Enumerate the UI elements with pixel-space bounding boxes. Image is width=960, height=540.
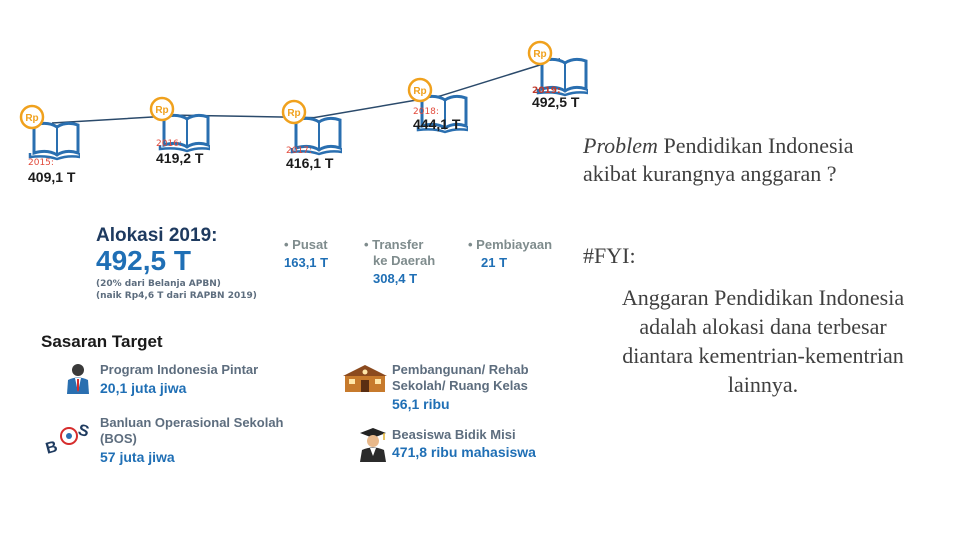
bos-logo-icon bbox=[44, 418, 94, 456]
target-bidikmisi-value: 471,8 ribu mahasiswa bbox=[392, 444, 536, 460]
svg-text:Rp: Rp bbox=[25, 112, 39, 124]
target-pembangunan-label: Pembangunan/ Rehab bbox=[392, 362, 529, 377]
fyi-body-line-3: diantara kementrian-kementrian bbox=[622, 343, 904, 368]
alokasi-note-1: (20% dari Belanja APBN) bbox=[96, 279, 221, 289]
target-pip-value: 20,1 juta jiwa bbox=[100, 380, 187, 396]
bullet-pusat-label: • Pusat bbox=[284, 237, 328, 252]
svg-text:Rp: Rp bbox=[155, 105, 169, 117]
target-bos-label-2: (BOS) bbox=[100, 431, 137, 446]
alokasi-value: 492,5 T bbox=[96, 245, 191, 276]
bullet-transfer-label-2: ke Daerah bbox=[373, 253, 436, 268]
bullet-transfer-value: 308,4 T bbox=[373, 271, 418, 286]
sasaran-title: Sasaran Target bbox=[41, 332, 163, 351]
fyi-body-line-2: adalah alokasi dana terbesar bbox=[639, 314, 887, 339]
value-label-2019: 492,5 T bbox=[532, 94, 580, 110]
target-pembangunan-value: 56,1 ribu bbox=[392, 396, 450, 412]
svg-text:B: B bbox=[44, 438, 60, 456]
bullet-transfer-label: • Transfer bbox=[364, 237, 424, 252]
book-marker-icon bbox=[18, 103, 80, 161]
bullet-pusat-value: 163,1 T bbox=[284, 255, 329, 270]
graduate-icon bbox=[358, 426, 388, 462]
problem-italic: Problem bbox=[583, 133, 658, 158]
fyi-body bbox=[578, 283, 948, 399]
year-label-2015: 2015: bbox=[28, 158, 54, 168]
problem-heading bbox=[583, 132, 853, 188]
value-label-2015: 409,1 T bbox=[28, 169, 76, 185]
target-pip-label: Program Indonesia Pintar bbox=[100, 362, 259, 377]
alokasi-title: Alokasi 2019: bbox=[96, 225, 218, 246]
alokasi-note-2: (naik Rp4,6 T dari RAPBN 2019) bbox=[96, 291, 257, 301]
year-label-2019: 2019: bbox=[532, 86, 561, 96]
value-label-2016: 419,2 T bbox=[156, 150, 204, 166]
target-bidikmisi-label: Beasiswa Bidik Misi bbox=[392, 427, 516, 442]
svg-text:S: S bbox=[76, 421, 91, 441]
year-label-2017: 2017: bbox=[286, 146, 312, 156]
svg-text:Rp: Rp bbox=[413, 86, 427, 98]
fyi-label: #FYI: bbox=[583, 243, 636, 268]
school-building-icon bbox=[343, 363, 387, 393]
bullet-pembiayaan-label: • Pembiayaan bbox=[468, 237, 553, 252]
problem-rest: Pendidikan Indonesia bbox=[657, 133, 854, 158]
fyi-body-line-4: lainnya. bbox=[727, 372, 799, 397]
problem-line-2: akibat kurangnya anggaran ? bbox=[583, 161, 837, 186]
bullet-pembiayaan-value: 21 T bbox=[481, 255, 508, 270]
year-label-2016: 2016: bbox=[156, 139, 182, 149]
student-icon bbox=[64, 363, 92, 395]
target-pembangunan-label-2: Sekolah/ Ruang Kelas bbox=[392, 378, 528, 393]
fyi-body-line-1: Anggaran Pendidikan Indonesia bbox=[621, 285, 905, 310]
target-bos-value: 57 juta jiwa bbox=[100, 449, 175, 465]
year-label-2018: 2018: bbox=[413, 107, 439, 117]
value-label-2018: 444,1 T bbox=[413, 116, 461, 132]
svg-text:Rp: Rp bbox=[287, 107, 301, 119]
value-label-2017: 416,1 T bbox=[286, 155, 334, 171]
target-bos-label: Banluan Operasional Sekolah bbox=[100, 415, 284, 430]
svg-text:Rp: Rp bbox=[533, 48, 547, 60]
